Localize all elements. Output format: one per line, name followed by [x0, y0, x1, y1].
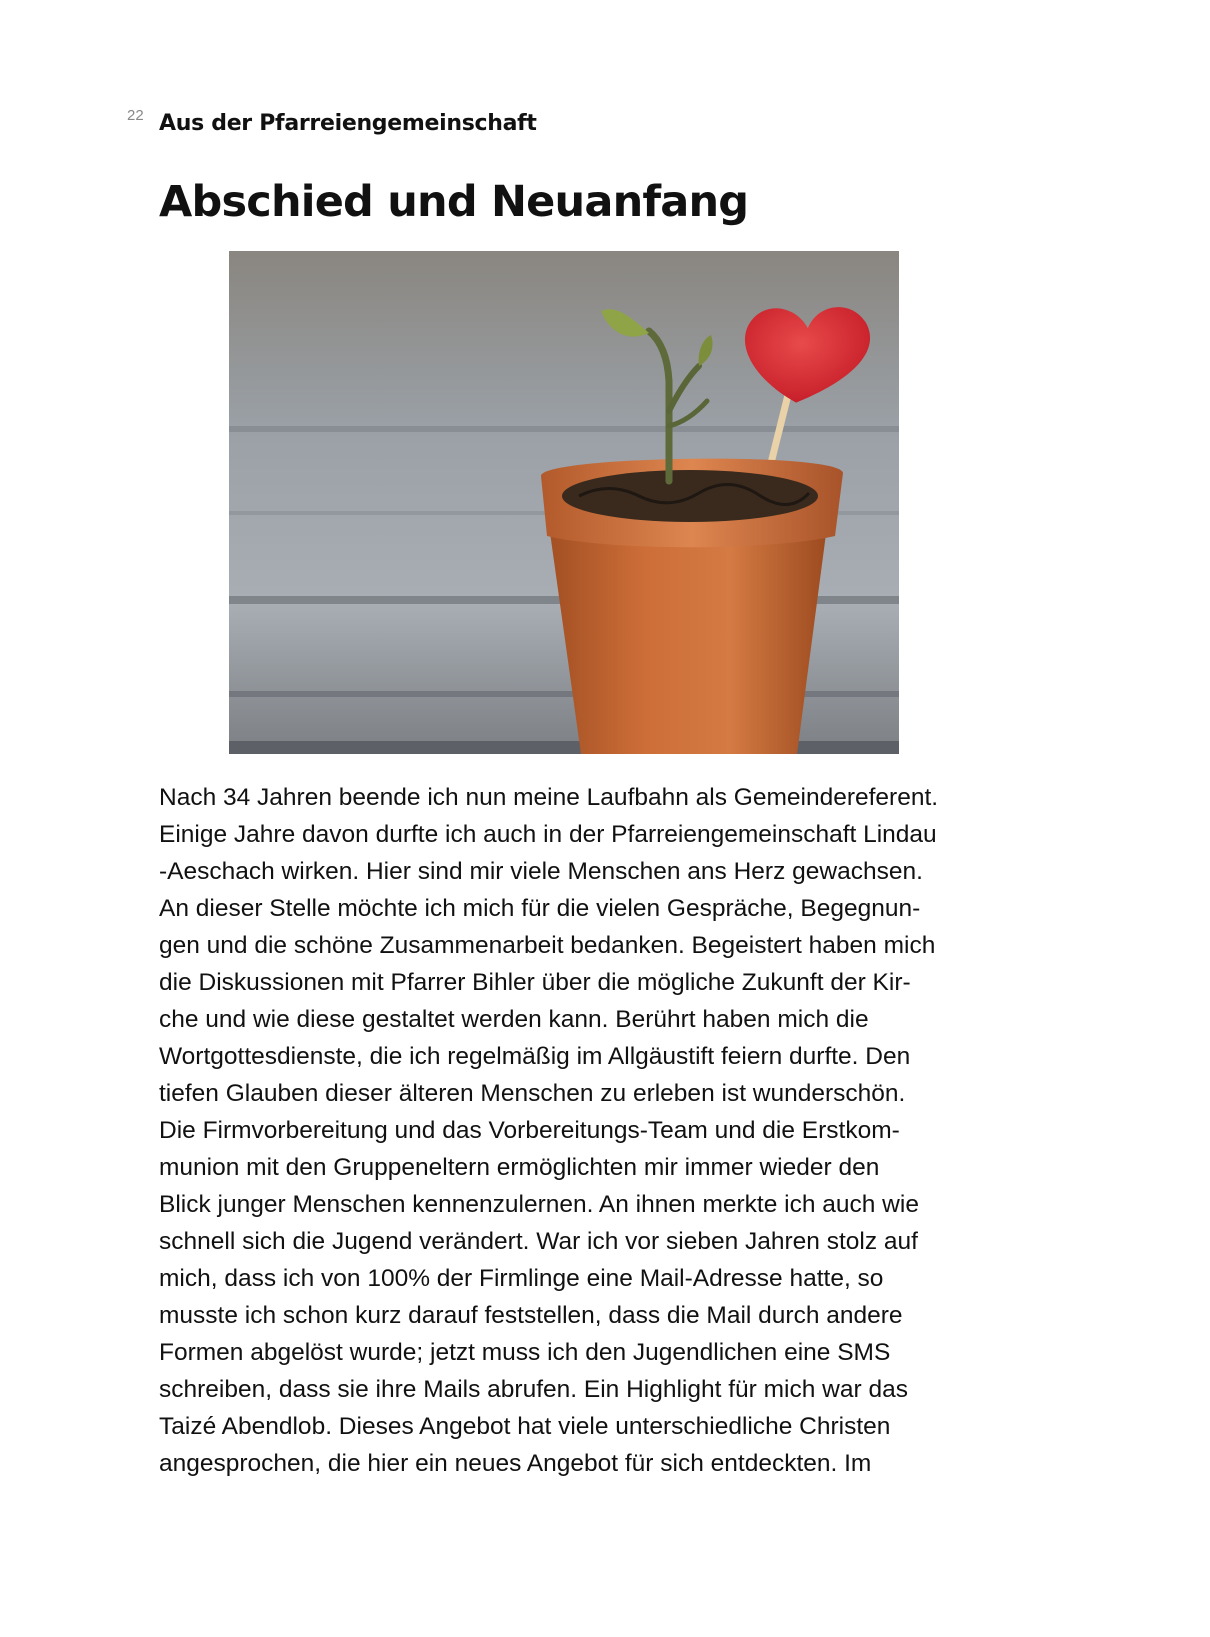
body-line: angesprochen, die hier ein neues Angebot für sich entdeckten. Im [159, 1450, 872, 1477]
section-title: Aus der Pfarreiengemeinschaft [159, 111, 537, 136]
body-line: tiefen Glauben dieser älteren Menschen zu erleben ist wunderschön. [159, 1080, 906, 1107]
article-title: Abschied und Neuanfang [159, 177, 749, 227]
body-line: Einige Jahre davon durfte ich auch in der Pfarreiengemeinschaft Lindau [159, 821, 937, 848]
article-body [159, 779, 1059, 1482]
body-line: Blick junger Menschen kennenzulernen. An ihnen merkte ich auch wie [159, 1191, 919, 1218]
body-line: Taizé Abendlob. Dieses Angebot hat viele unterschiedliche Christen [159, 1413, 891, 1440]
page-number: 22 [127, 107, 144, 124]
body-line: -Aeschach wirken. Hier sind mir viele Menschen ans Herz gewachsen. [159, 858, 923, 885]
body-line: Wortgottesdienste, die ich regelmäßig im Allgäustift feiern durfte. Den [159, 1043, 911, 1070]
body-line: schreiben, dass sie ihre Mails abrufen. Ein Highlight für mich war das [159, 1376, 908, 1403]
body-line: Nach 34 Jahren beende ich nun meine Laufbahn als Gemeindereferent. [159, 784, 939, 811]
body-line: gen und die schöne Zusammenarbeit bedanken. Begeistert haben mich [159, 932, 936, 959]
body-line: An dieser Stelle möchte ich mich für die vielen Gespräche, Begegnun- [159, 895, 921, 922]
body-line: mich, dass ich von 100% der Firmlinge eine Mail-Adresse hatte, so [159, 1265, 884, 1292]
body-line: musste ich schon kurz darauf feststellen, dass die Mail durch andere [159, 1302, 903, 1329]
body-line: schnell sich die Jugend verändert. War ich vor sieben Jahren stolz auf [159, 1228, 918, 1255]
seedling-heart-photo [229, 251, 899, 754]
body-line: che und wie diese gestaltet werden kann. Berührt haben mich die [159, 1006, 869, 1033]
body-line: die Diskussionen mit Pfarrer Bihler über die mögliche Zukunft der Kir- [159, 969, 911, 996]
body-line: Die Firmvorbereitung und das Vorbereitungs-Team und die Erstkom- [159, 1117, 900, 1144]
body-line: Formen abgelöst wurde; jetzt muss ich den Jugendlichen eine SMS [159, 1339, 891, 1366]
body-line: munion mit den Gruppeneltern ermöglichten mir immer wieder den [159, 1154, 880, 1181]
